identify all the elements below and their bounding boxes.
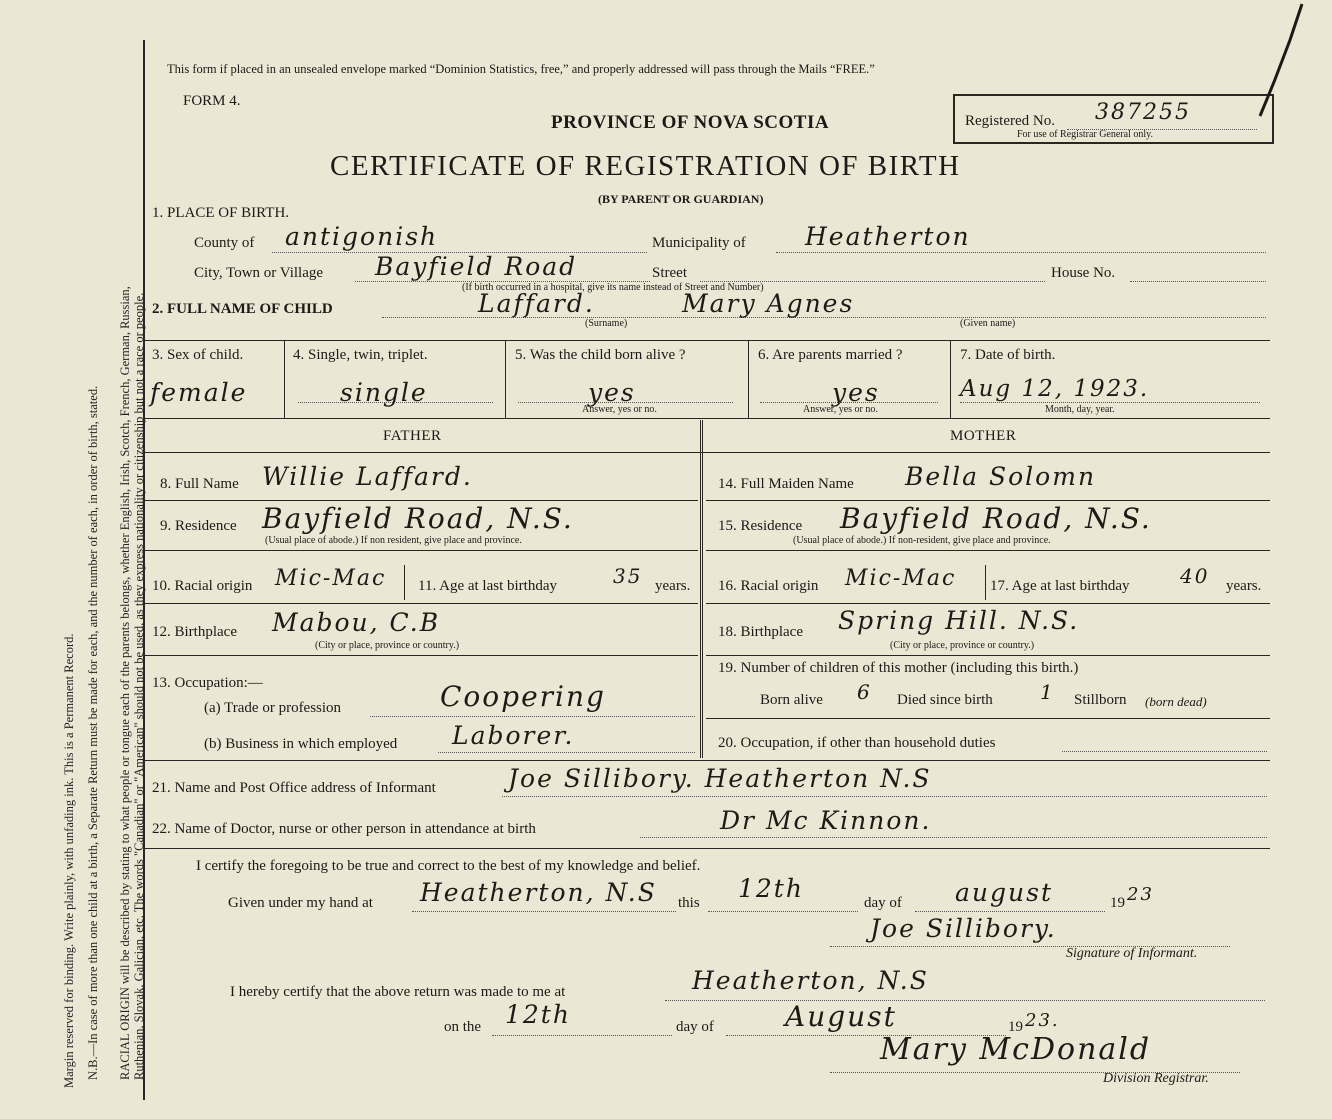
died-since-birth-count: 1 xyxy=(1040,680,1055,704)
father-birthplace-rule xyxy=(145,655,698,656)
father-residence-caption: (Usual place of abode.) If non resident, give place and province. xyxy=(265,535,522,546)
father-business-value: Laborer. xyxy=(452,721,575,750)
informant-signature: Joe Sillibory. xyxy=(870,914,1057,943)
grid-top-rule xyxy=(145,340,1270,341)
mother-occupation-line xyxy=(1062,751,1267,752)
multiplicity-value: single xyxy=(340,378,428,407)
mother-name-rule xyxy=(706,500,1270,501)
sex-label: 3. Sex of child. xyxy=(152,347,244,363)
given-year-prefix: 19 xyxy=(1110,895,1125,911)
mother-residence-caption: (Usual place of abode.) If non-resident, give place and province. xyxy=(793,535,1051,546)
stillborn-note: (born dead) xyxy=(1145,694,1207,709)
margin-binding-note: Margin reserved for binding. Write plainly, with unfading ink. This is a Permanent Record. xyxy=(62,633,76,1088)
grid-divider-2 xyxy=(505,340,506,418)
province-heading: PROVINCE OF NOVA SCOTIA xyxy=(551,112,830,133)
registrar-signature-caption: Division Registrar. xyxy=(1103,1071,1209,1086)
given-this-label: this xyxy=(678,895,700,911)
registrar-signature: Mary McDonald xyxy=(880,1032,1152,1067)
born-alive-caption: Answer, yes or no. xyxy=(582,404,657,415)
mother-children-rule xyxy=(706,718,1270,719)
father-racial-label: 10. Racial origin xyxy=(152,578,253,594)
registrar-note: For use of Registrar General only. xyxy=(1017,129,1153,140)
pen-stroke-mark xyxy=(1230,0,1310,130)
registrar-month: August xyxy=(785,1000,897,1033)
margin-nb-note: N.B.—In case of more than one child at a birth, a Separate Return must be made for each, and the number of each, in order of birth, stated. xyxy=(86,385,100,1080)
municipality-label: Municipality of xyxy=(652,235,746,251)
date-of-birth-line xyxy=(960,402,1260,403)
informant-signature-caption: Signature of Informant. xyxy=(1066,946,1198,961)
mother-age-years: years. xyxy=(1226,578,1262,594)
registrar-place: Heatherton, N.S xyxy=(692,966,929,995)
mother-racial-label: 16. Racial origin xyxy=(718,578,819,594)
certificate-title: CERTIFICATE OF REGISTRATION OF BIRTH xyxy=(330,150,961,182)
parents-married-label: 6. Are parents married ? xyxy=(758,347,903,363)
mother-age-value: 40 xyxy=(1180,564,1210,588)
father-name-rule xyxy=(145,500,698,501)
parents-divider xyxy=(700,420,703,758)
grid-bottom-rule xyxy=(145,418,1270,419)
mother-occupation-label: 20. Occupation, if other than household duties xyxy=(718,735,996,751)
given-name-caption: (Given name) xyxy=(960,318,1016,329)
on-the-label: on the xyxy=(444,1019,482,1035)
place-of-birth-section: 1. PLACE OF BIRTH. xyxy=(152,205,290,221)
informant-value: Joe Sillibory. Heatherton N.S xyxy=(508,764,932,793)
registrar-statement: I hereby certify that the above return was made to me at xyxy=(230,984,566,1000)
form-number: FORM 4. xyxy=(183,93,241,109)
father-age-value: 35 xyxy=(613,564,643,588)
father-occupation-label: 13. Occupation:— xyxy=(152,675,263,691)
registrar-day-of-label: day of xyxy=(676,1019,714,1035)
certify-statement: I certify the foregoing to be true and correct to the best of my knowledge and belief. xyxy=(196,858,701,874)
father-name-value: Willie Laffard. xyxy=(262,462,473,491)
margin-rule xyxy=(143,40,145,1100)
father-residence-label: 9. Residence xyxy=(160,518,237,534)
mother-name-value: Bella Solomn xyxy=(905,462,1097,491)
born-alive-label: 5. Was the child born alive ? xyxy=(515,347,686,363)
given-day: 12th xyxy=(738,874,804,903)
father-trade-line xyxy=(370,716,695,717)
born-alive-value: yes xyxy=(588,378,636,407)
given-place: Heatherton, N.S xyxy=(420,878,657,907)
child-given-name: Mary Agnes xyxy=(682,289,855,318)
mother-racial-value: Mic-Mac xyxy=(845,566,957,591)
date-of-birth-value: Aug 12, 1923. xyxy=(960,376,1150,402)
mother-children-label: 19. Number of children of this mother (including this birth.) xyxy=(718,660,1079,676)
registrar-day: 12th xyxy=(505,1000,571,1029)
given-hand-label: Given under my hand at xyxy=(228,895,373,911)
mother-residence-label: 15. Residence xyxy=(718,518,803,534)
born-alive-count-label: Born alive xyxy=(760,692,823,708)
mother-heading: MOTHER xyxy=(950,428,1017,444)
grid-divider-3 xyxy=(748,340,749,418)
registrar-day-line xyxy=(492,1035,672,1036)
informant-label: 21. Name and Post Office address of Informant xyxy=(152,780,436,796)
father-trade-label: (a) Trade or profession xyxy=(204,700,342,716)
county-label: County of xyxy=(194,235,255,251)
father-birthplace-caption: (City or place, province or country.) xyxy=(315,640,460,651)
father-racial-divider xyxy=(404,565,405,600)
child-name-label: 2. FULL NAME OF CHILD xyxy=(152,301,333,317)
given-day-of-label: day of xyxy=(864,895,902,911)
given-place-line xyxy=(412,911,676,912)
mother-racial-divider xyxy=(985,565,986,600)
mother-age-label: 17. Age at last birthday xyxy=(990,578,1130,594)
city-value: Bayfield Road xyxy=(375,252,578,281)
parents-married-line xyxy=(760,402,938,403)
given-day-line xyxy=(708,911,858,912)
registrar-place-line xyxy=(665,1000,1265,1001)
given-month: august xyxy=(955,878,1053,907)
mother-birthplace-caption: (City or place, province or country.) xyxy=(890,640,1035,651)
registered-number-box xyxy=(953,94,1274,144)
mother-name-label: 14. Full Maiden Name xyxy=(718,476,854,492)
registered-number: 387255 xyxy=(1095,100,1191,125)
hospital-note: (If birth occurred in a hospital, give its name instead of Street and Number) xyxy=(462,282,764,293)
surname-caption: (Surname) xyxy=(585,318,628,329)
registered-label: Registered No. xyxy=(965,113,1055,129)
father-heading: FATHER xyxy=(383,428,442,444)
certificate-subtitle: (BY PARENT OR GUARDIAN) xyxy=(598,192,764,206)
father-name-label: 8. Full Name xyxy=(160,476,239,492)
house-label: House No. xyxy=(1051,265,1116,281)
margin-racial-note: RACIAL ORIGIN will be described by stating to what people or tongue each of the parents belongs, whether English, Irish, Scotch, French, German, Russian, xyxy=(118,286,132,1080)
parents-married-value: yes xyxy=(832,378,880,407)
born-alive-count: 6 xyxy=(857,680,872,704)
multiplicity-line xyxy=(298,402,493,403)
child-surname: Laffard. xyxy=(478,289,595,318)
street-label: Street xyxy=(652,265,687,281)
father-business-label: (b) Business in which employed xyxy=(204,736,398,752)
stillborn-label: Stillborn xyxy=(1074,692,1127,708)
house-line xyxy=(1130,281,1266,282)
father-age-label: 11. Age at last birthday xyxy=(418,578,557,594)
mother-birthplace-value: Spring Hill. N.S. xyxy=(838,606,1080,635)
informant-line xyxy=(502,796,1267,797)
mother-residence-rule xyxy=(706,550,1270,551)
born-alive-line xyxy=(518,402,733,403)
grid-divider-1 xyxy=(284,340,285,418)
father-birthplace-label: 12. Birthplace xyxy=(152,624,237,640)
certification-rule xyxy=(145,848,1270,849)
margin-racial-note-2: Ruthenian, Slovak, Galician, etc. The words "Canadian" or "American" should not be used, as they express nationality or citizenship but not a race or people. xyxy=(132,292,146,1080)
father-racial-rule xyxy=(145,603,698,604)
city-label: City, Town or Village xyxy=(194,265,324,281)
given-month-line xyxy=(915,911,1105,912)
grid-divider-4 xyxy=(950,340,951,418)
father-business-line xyxy=(438,752,695,753)
municipality-value: Heatherton xyxy=(805,222,971,251)
date-of-birth-caption: Month, day, year. xyxy=(1045,404,1115,415)
free-mail-notice: This form if placed in an unsealed envelope marked “Dominion Statistics, free,” and properly addressed will pass through the Mails “FREE.” xyxy=(167,62,875,76)
county-value: antigonish xyxy=(285,222,439,251)
father-residence-value: Bayfield Road, N.S. xyxy=(262,502,574,535)
died-since-birth-label: Died since birth xyxy=(897,692,993,708)
mother-racial-rule xyxy=(706,603,1270,604)
date-of-birth-label: 7. Date of birth. xyxy=(960,347,1056,363)
doctor-line xyxy=(640,837,1267,838)
heading-rule xyxy=(145,452,1270,453)
father-racial-value: Mic-Mac xyxy=(275,566,387,591)
father-residence-rule xyxy=(145,550,698,551)
doctor-value: Dr Mc Kinnon. xyxy=(720,806,932,835)
parents-married-caption: Answer, yes or no. xyxy=(803,404,878,415)
mother-birthplace-rule xyxy=(706,655,1270,656)
registrar-year-prefix: 19 xyxy=(1008,1019,1023,1035)
mother-birthplace-label: 18. Birthplace xyxy=(718,624,803,640)
father-birthplace-value: Mabou, C.B xyxy=(272,608,441,637)
registrar-year: 23. xyxy=(1025,1010,1060,1031)
sex-value: female xyxy=(150,378,248,407)
given-year: 23 xyxy=(1127,884,1154,905)
father-age-years: years. xyxy=(655,578,691,594)
doctor-label: 22. Name of Doctor, nurse or other person in attendance at birth xyxy=(152,821,536,837)
municipality-line xyxy=(776,252,1266,253)
father-trade-value: Coopering xyxy=(440,680,606,713)
parents-bottom-rule xyxy=(145,760,1270,761)
mother-residence-value: Bayfield Road, N.S. xyxy=(840,502,1152,535)
multiplicity-label: 4. Single, twin, triplet. xyxy=(293,347,428,363)
